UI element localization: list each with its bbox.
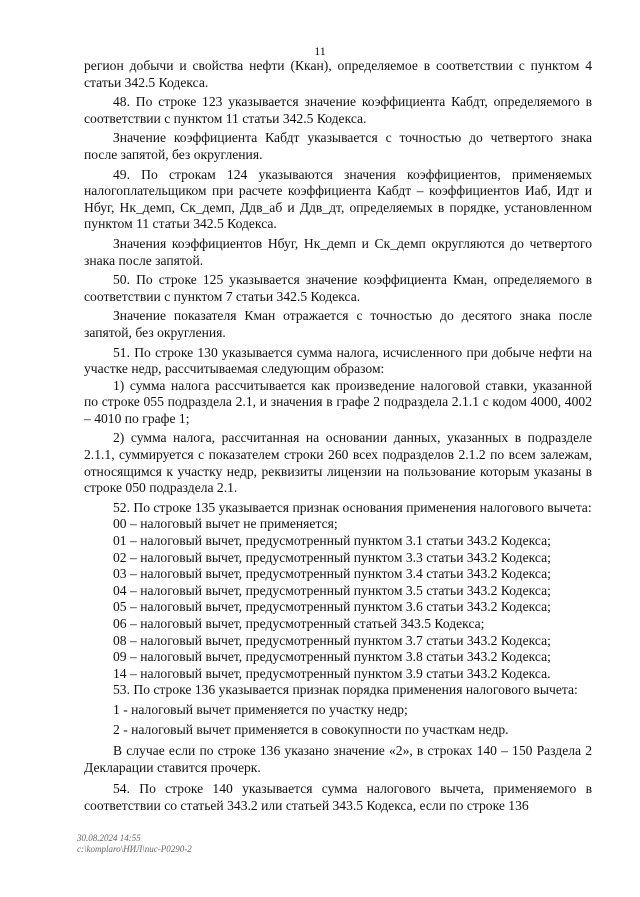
footer-stamp	[77, 833, 192, 855]
paragraph: 52. По строке 135 указывается признак основания применения налогового вычета:	[113, 499, 592, 515]
paragraph: Значение коэффициента Кабдт указывается с точностью до четвертого знака после запятой, без округления.	[84, 130, 592, 162]
paragraph: регион добычи и свойства нефти (Ккан), определяемое в соответствии с пунктом 4 статьи 342.5 Кодекса.	[84, 58, 592, 90]
paragraph: 53. По строке 136 указывается признак порядка применения налогового вычета:	[113, 682, 578, 698]
page-number: 11	[314, 44, 326, 58]
list-item: 1) сумма налога рассчитывается как произведение налоговой ставки, указанной по строке 055 подраздела 2.1, и значения в графе 2 подраздела 2.1.1 с кодом 4000, 4002 – 4010 по графе 1;	[84, 377, 592, 426]
footer-date: 30.08.2024 14:55	[77, 833, 141, 843]
list-item: 00 – налоговый вычет не применяется;	[113, 516, 338, 532]
list-item: 14 – налоговый вычет, предусмотренный пунктом 3.9 статьи 343.2 Кодекса.	[113, 665, 551, 681]
list-item: 08 – налоговый вычет, предусмотренный пунктом 3.7 статьи 343.2 Кодекса;	[113, 632, 551, 648]
paragraph: 51. По строке 130 указывается сумма налога, исчисленного при добыче нефти на участке недр, рассчитываемая следующим образом:	[84, 344, 592, 377]
list-item: 02 – налоговый вычет, предусмотренный пунктом 3.3 статьи 343.2 Кодекса;	[113, 549, 551, 565]
paragraph: 49. По строкам 124 указываются значения коэффициентов, применяемых налогоплательщиком при расчете коэффициента Кабдт – коэффициентов Иаб, Идт и Нбуг, Нк_демп, Ск_демп, Ддв_аб и Ддв_дт, определяемых в порядке, установленном пунктом 11 статьи 342.5 Кодекса.	[84, 166, 592, 232]
document-body	[84, 58, 592, 815]
paragraph: Значения коэффициентов Нбуг, Нк_демп и Ск_демп округляются до четвертого знака после запятой.	[84, 235, 592, 268]
paragraph: 50. По строке 125 указывается значение коэффициента Кман, определяемого в соответствии с пунктом 7 статьи 342.5 Кодекса.	[84, 272, 592, 304]
paragraph: 54. По строке 140 указывается сумма налогового вычета, применяемого в соответствии со статьей 343.2 или статьей 343.5 Кодекса, если по строке 136	[84, 781, 592, 813]
list-item: 01 – налоговый вычет, предусмотренный пунктом 3.1 статьи 343.2 Кодекса;	[113, 533, 551, 549]
list-item: 04 – налоговый вычет, предусмотренный пунктом 3.5 статьи 343.2 Кодекса;	[113, 582, 551, 598]
list-item: 06 – налоговый вычет, предусмотренный статьей 343.5 Кодекса;	[113, 616, 485, 631]
list-item: 09 – налоговый вычет, предусмотренный пунктом 3.8 статьи 343.2 Кодекса;	[113, 649, 551, 665]
paragraph: 48. По строке 123 указывается значение коэффициента Кабдт, определяемого в соответствии с пунктом 11 статьи 342.5 Кодекса.	[84, 94, 592, 126]
paragraph: В случае если по строке 136 указано значение «2», в строках 140 – 150 Раздела 2 Декларации ставится прочерк.	[84, 743, 592, 775]
list-item: 03 – налоговый вычет, предусмотренный пунктом 3.4 статьи 343.2 Кодекса;	[113, 566, 551, 582]
paragraph: Значение показателя Кман отражается с точностью до десятого знака после запятой, без округления.	[84, 308, 592, 340]
footer-path: c:\komplaro\НИЛ\пис-Р0290-2	[77, 844, 192, 854]
list-item: 05 – налоговый вычет, предусмотренный пунктом 3.6 статьи 343.2 Кодекса;	[113, 599, 551, 615]
list-item: 2 - налоговый вычет применяется в совокупности по участкам недр.	[113, 721, 509, 737]
list-item: 1 - налоговый вычет применяется по участку недр;	[113, 701, 408, 717]
list-item: 2) сумма налога, рассчитанная на основании данных, указанных в подразделе 2.1.1, суммируется с показателем строки 260 всех подразделов 2.1.2 по всем залежам, относящимся к участку недр, реквизиты лицензии на пользование которым указаны в строке 050 подраздела 2.1.	[84, 430, 592, 496]
